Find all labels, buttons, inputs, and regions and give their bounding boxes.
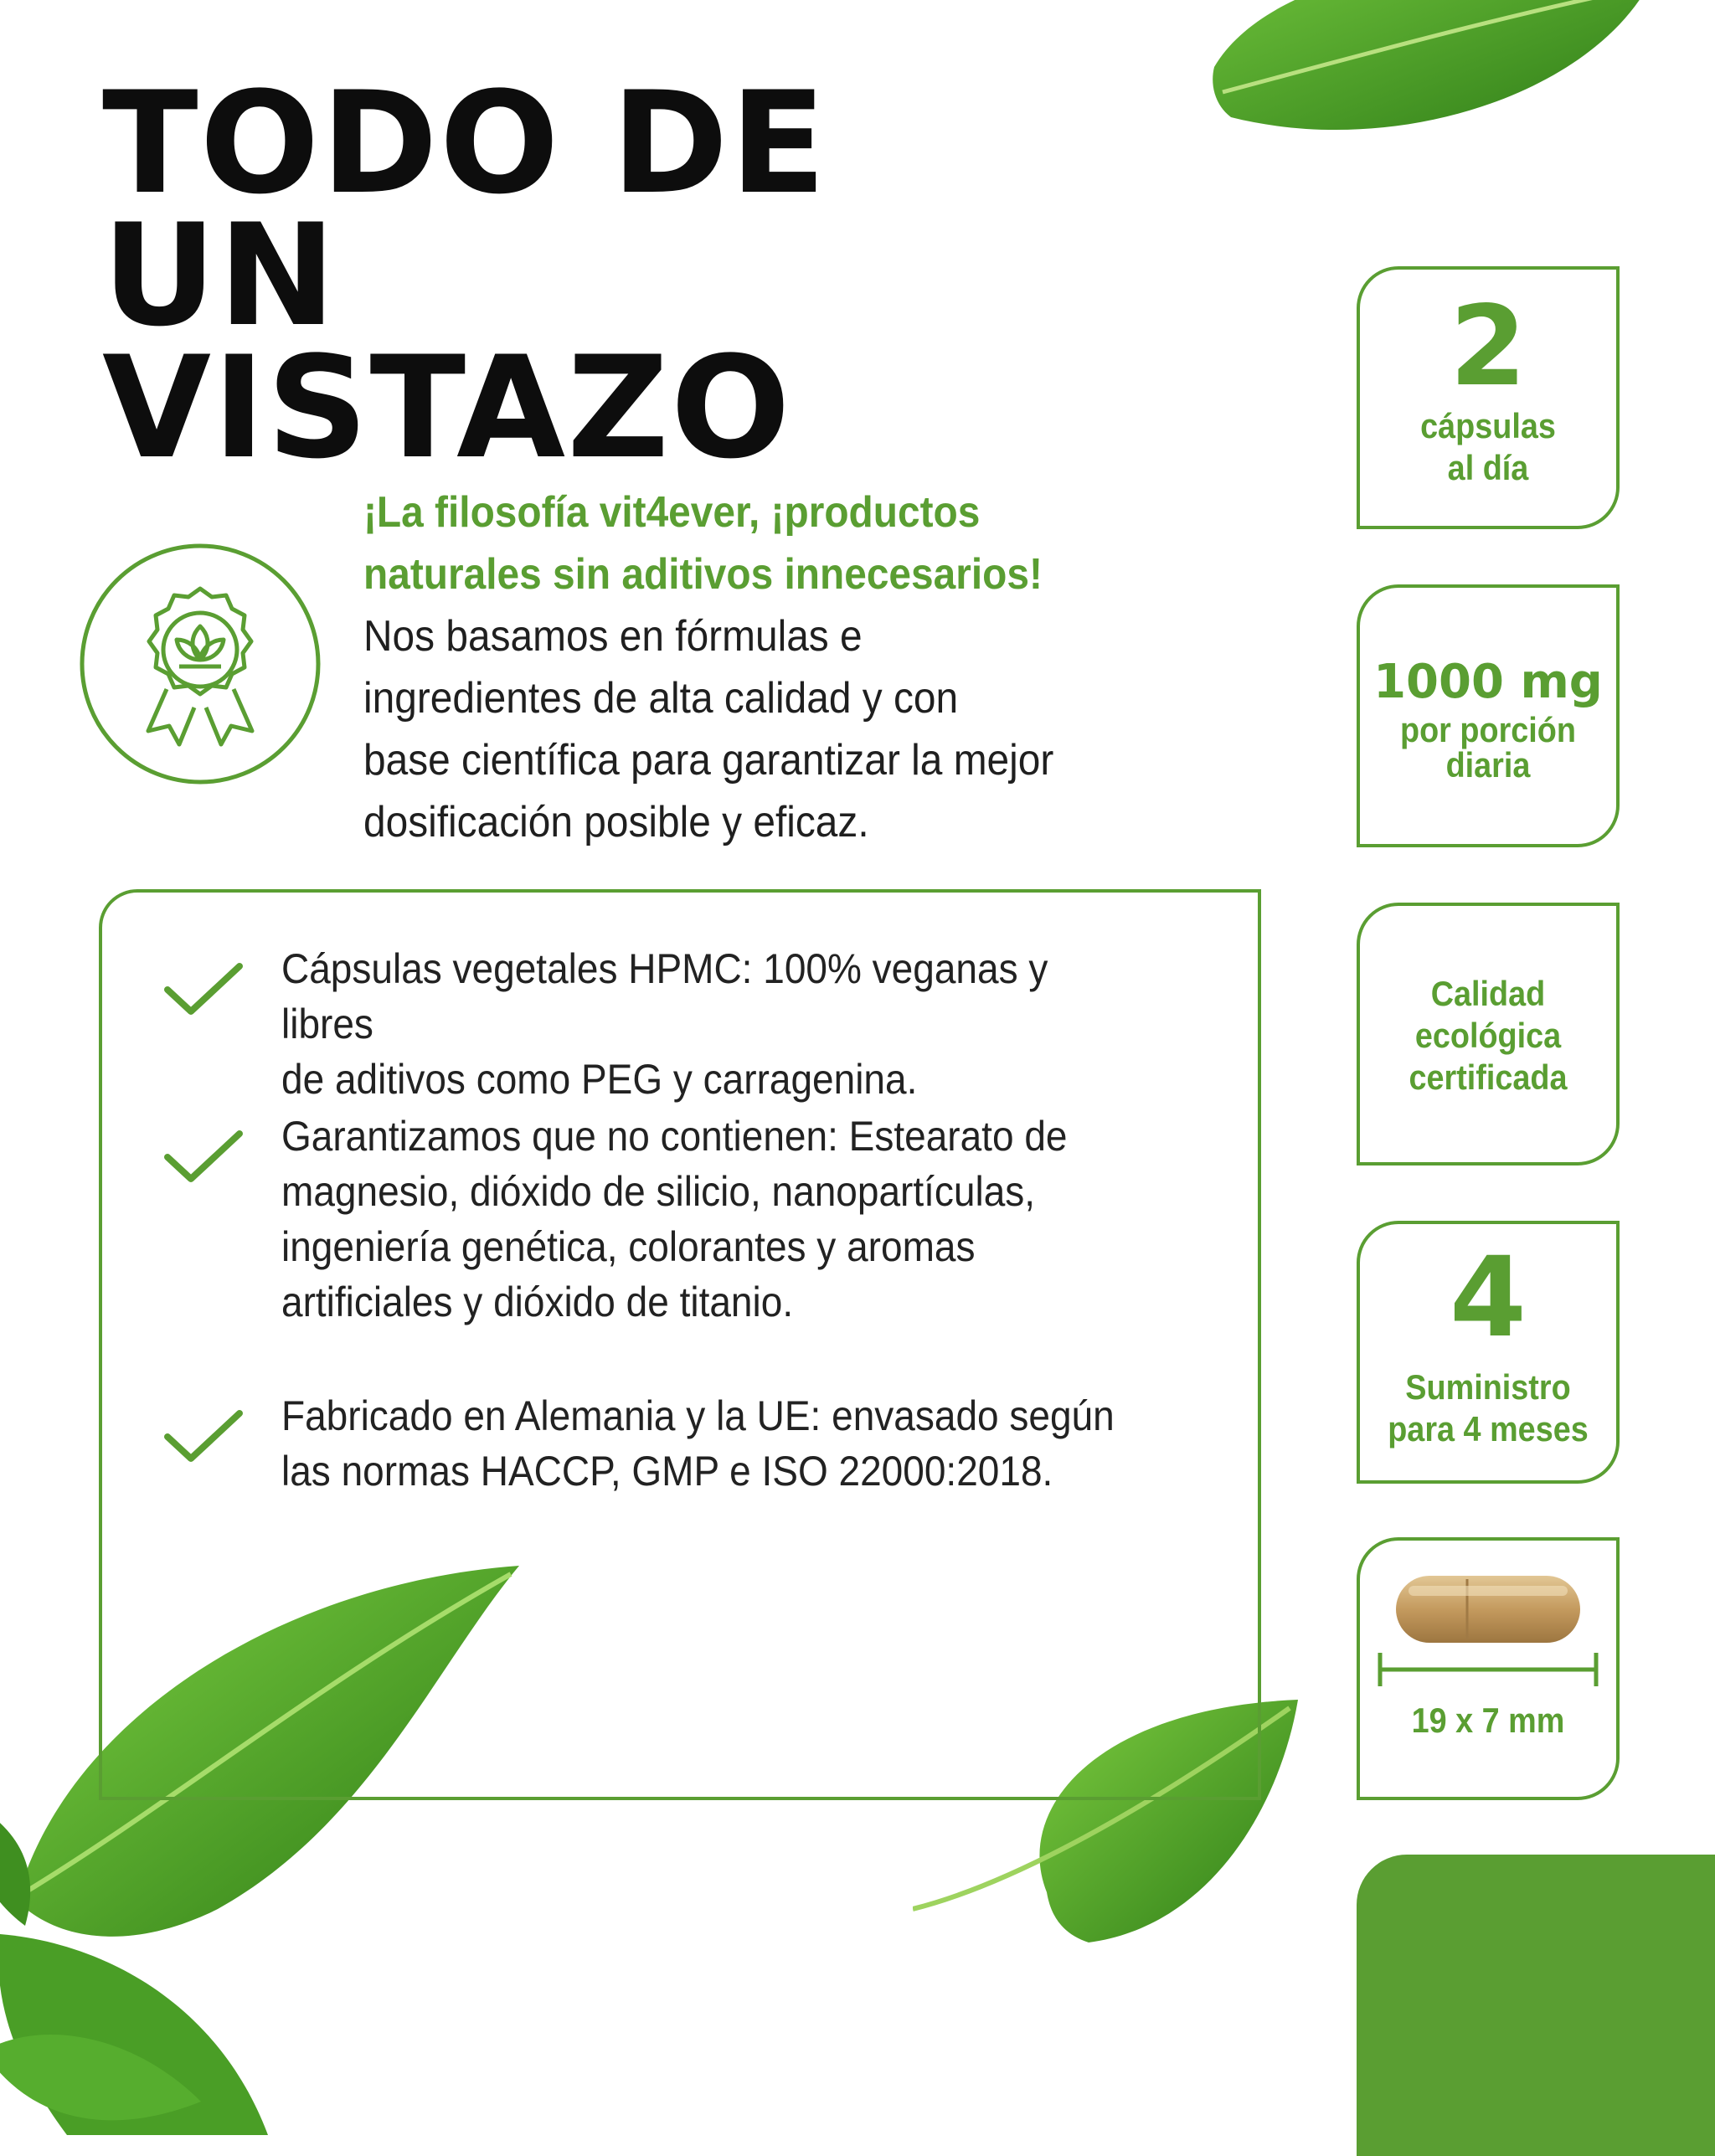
feature-3-line-2: las normas HACCP, GMP e ISO 22000:2018. [281, 1448, 1053, 1495]
feature-2-line-4: artificiales y dióxido de titanio. [281, 1279, 794, 1325]
feature-text [281, 1388, 1134, 1499]
philosophy-body-line-1: Nos basamos en fórmulas e [363, 612, 863, 661]
feature-item [161, 1109, 1208, 1330]
feature-text [281, 941, 1134, 1107]
spec-dose [1357, 584, 1620, 847]
spec-dose-label-1: por porción [1399, 710, 1576, 749]
spec-supply-label-1: Suministro [1405, 1367, 1571, 1407]
feature-item [161, 941, 1208, 1107]
features-box [99, 889, 1261, 1800]
philosophy-lead-line-2: naturales sin aditivos innecesarios! [363, 550, 1043, 599]
spec-supply [1357, 1221, 1620, 1484]
feature-2-line-3: ingeniería genética, colorantes y aromas [281, 1223, 976, 1270]
spec-supply-label-2: para 4 meses [1388, 1409, 1589, 1448]
checkmark-icon [161, 1407, 245, 1465]
philosophy-section [363, 481, 1201, 853]
title-line-2: VISTAZO [102, 326, 792, 490]
spec-capsules-label-1: cápsulas [1420, 406, 1556, 445]
spec-supply-value: 4 [1450, 1233, 1527, 1362]
spec-capsules-label-2: al día [1447, 448, 1529, 487]
capsule-icon [1375, 1576, 1601, 1701]
quality-award-leaf-icon [79, 543, 322, 785]
philosophy-body [363, 605, 1134, 853]
page-title [102, 61, 1107, 490]
spec-quality-label-3: certificada [1409, 1057, 1568, 1097]
feature-1-line-1: Cápsulas vegetales HPMC: 100% veganas y libres [281, 945, 1048, 1047]
green-corner-block [1357, 1855, 1715, 2156]
spec-capsules-value: 2 [1450, 282, 1527, 411]
philosophy-lead-line-1: ¡La filosofía vit4ever, ¡productos [363, 488, 981, 537]
spec-size-label: 19 x 7 mm [1411, 1701, 1565, 1740]
philosophy-lead [363, 481, 1134, 605]
spec-dose-value: 1000 mg [1373, 655, 1603, 709]
spec-quality [1357, 903, 1620, 1165]
checkmark-icon [161, 1127, 245, 1186]
feature-2-line-1: Garantizamos que no contienen: Estearato de [281, 1113, 1068, 1160]
spec-capsule-size [1357, 1537, 1620, 1800]
spec-capsules-per-day [1357, 266, 1620, 529]
spec-dose-label-2: diaria [1445, 745, 1531, 785]
spec-quality-label-1: Calidad [1430, 974, 1546, 1013]
philosophy-body-line-3: base científica para garantizar la mejor [363, 736, 1054, 785]
feature-3-line-1: Fabricado en Alemania y la UE: envasado según [281, 1392, 1115, 1439]
feature-text [281, 1109, 1134, 1330]
leaf-top-right-image [1197, 0, 1666, 159]
title-line-1: TODO DE UN [102, 61, 828, 358]
checkmark-icon [161, 960, 245, 1018]
philosophy-body-line-2: ingredientes de alta calidad y con [363, 674, 959, 723]
feature-1-line-2: de aditivos como PEG y carragenina. [281, 1056, 918, 1103]
feature-2-line-2: magnesio, dióxido de silicio, nanopartículas, [281, 1168, 1036, 1215]
spec-quality-label-2: ecológica [1414, 1016, 1562, 1055]
feature-item [161, 1388, 1208, 1499]
philosophy-body-line-4: dosificación posible y eficaz. [363, 798, 869, 846]
